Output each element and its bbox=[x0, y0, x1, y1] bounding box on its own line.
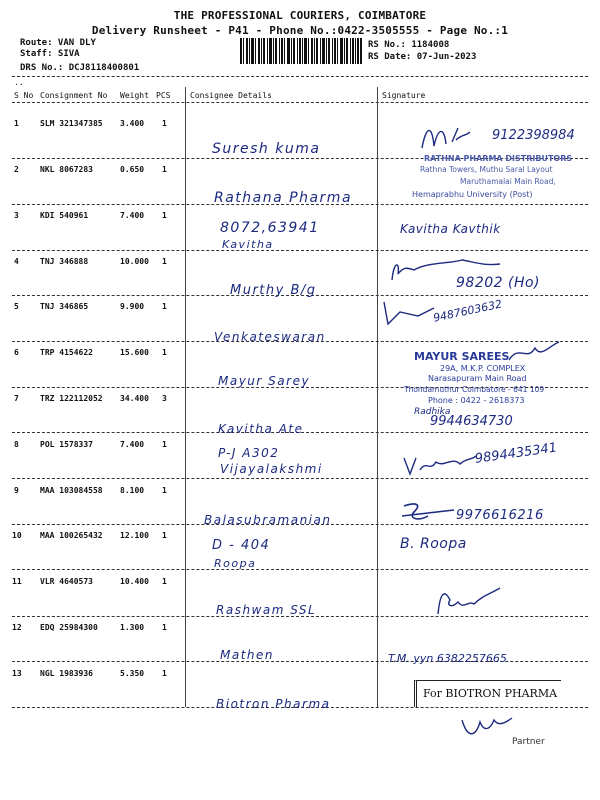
row-weight: 10.400 bbox=[120, 577, 149, 586]
row-consignee: Venkateswaran bbox=[214, 330, 326, 344]
stamp-rathna-name: RATHNA PHARMA DISTRIBUTORS bbox=[424, 154, 573, 163]
stamp-rathna-line3: Hemaprabhu University (Post) bbox=[412, 190, 533, 199]
signature-name: Kavitha Kavthik bbox=[400, 222, 501, 236]
stamp-biotron-partner: Partner bbox=[512, 737, 545, 747]
row-weight: 1.300 bbox=[120, 623, 145, 632]
row-weight: 9.900 bbox=[120, 302, 145, 311]
row-sno: 11 bbox=[12, 577, 22, 586]
row-pcs: 1 bbox=[162, 577, 167, 586]
row-pcs: 1 bbox=[162, 531, 167, 540]
row-pcs: 1 bbox=[162, 302, 167, 311]
row-weight: 5.350 bbox=[120, 669, 145, 678]
row-pcs: 3 bbox=[162, 394, 167, 403]
col-consignee: Consignee Details bbox=[190, 91, 272, 100]
row-weight: 12.100 bbox=[120, 531, 149, 540]
signature-scribble bbox=[505, 340, 563, 366]
row-pcs: 1 bbox=[162, 348, 167, 357]
row-weight: 7.400 bbox=[120, 440, 145, 449]
row-consignment: KDI 540961 bbox=[40, 211, 89, 220]
signature-phone: 9122398984 bbox=[492, 128, 575, 143]
barcode-image bbox=[240, 38, 362, 64]
row-weight: 15.600 bbox=[120, 348, 149, 357]
rs-date-field: RS Date: 07-Jun-2023 bbox=[368, 52, 477, 62]
column-divider bbox=[185, 87, 186, 707]
row-consignee: Kavitha Ate bbox=[218, 422, 304, 436]
row-consignee-line2: Vijayalakshmi bbox=[220, 462, 323, 476]
signature-scribble bbox=[378, 298, 438, 328]
row-consignee: Murthy B/g bbox=[230, 283, 317, 298]
row-consignee: 8072,63941 bbox=[220, 220, 320, 236]
stamp-biotron-box bbox=[414, 680, 561, 707]
signature-phone: 98202 (Ho) bbox=[456, 275, 541, 291]
row-sno: 1 bbox=[14, 119, 19, 128]
signature-scribble bbox=[398, 498, 458, 528]
header-divider bbox=[12, 76, 588, 77]
signature-phone: 9487603632 bbox=[432, 297, 504, 325]
col-pcs: PCS bbox=[156, 91, 171, 100]
col-consignment: Consignment No bbox=[40, 91, 108, 100]
row-divider bbox=[12, 250, 588, 251]
signature-scribble bbox=[400, 450, 478, 480]
drs-number-field: DRS No.: DCJ8118400801 bbox=[20, 63, 140, 73]
stamp-biotron-name: For BIOTRON PHARMA bbox=[423, 687, 558, 700]
row-consignee: Rathana Pharma bbox=[214, 190, 353, 206]
row-consignee: Mathen bbox=[220, 648, 275, 662]
row-consignee: Suresh kuma bbox=[212, 141, 321, 157]
signature-scribble bbox=[458, 712, 516, 742]
row-consignment: VLR 4640573 bbox=[40, 577, 93, 586]
row-pcs: 1 bbox=[162, 119, 167, 128]
signature-phone: 9976616216 bbox=[456, 508, 544, 523]
row-sno: 9 bbox=[14, 486, 19, 495]
row-consignee: Mayur Sarey bbox=[218, 374, 311, 388]
row-consignee: Rashwam SSL bbox=[216, 603, 317, 617]
signature-scribble bbox=[434, 584, 504, 618]
signature-phone: 9894435341 bbox=[474, 440, 559, 467]
signature-scribble bbox=[418, 120, 478, 154]
row-consignment: NGL 1983936 bbox=[40, 669, 93, 678]
signature-phone: 9944634730 bbox=[430, 414, 513, 429]
row-consignment: NKL 8067283 bbox=[40, 165, 93, 174]
row-consignment: EDQ 25984300 bbox=[40, 623, 98, 632]
row-consignee-line2: Roopa bbox=[214, 557, 257, 570]
row-weight: 34.400 bbox=[120, 394, 149, 403]
runsheet-subtitle: Delivery Runsheet - P41 - Phone No.:0422-3505555 - Page No.:1 bbox=[91, 24, 509, 37]
row-divider bbox=[12, 569, 588, 570]
row-consignee: Balasubramanian bbox=[204, 513, 332, 527]
stamp-mayur-line3: Thondamuthur Coimbatore - 641 109 bbox=[404, 385, 545, 394]
row-consignment: TNJ 346888 bbox=[40, 257, 89, 266]
col-signature: Signature bbox=[382, 91, 426, 100]
stamp-rathna-line1: Rathna Towers, Muthu Saral Layout bbox=[420, 165, 553, 174]
row-weight: 8.100 bbox=[120, 486, 145, 495]
column-divider bbox=[377, 87, 378, 707]
col-sno: S No bbox=[14, 91, 34, 100]
row-sno: 4 bbox=[14, 257, 19, 266]
row-weight: 3.400 bbox=[120, 119, 145, 128]
row-pcs: 1 bbox=[162, 211, 167, 220]
row-weight: 0.650 bbox=[120, 165, 145, 174]
row-pcs: 1 bbox=[162, 440, 167, 449]
header-dots: .. bbox=[14, 78, 24, 87]
signature-name: B. Roopa bbox=[400, 536, 467, 552]
staff-field: Staff: SIVA bbox=[20, 49, 80, 59]
row-sno: 8 bbox=[14, 440, 19, 449]
row-consignment: TRZ 122112052 bbox=[40, 394, 103, 403]
row-sno: 3 bbox=[14, 211, 19, 220]
rs-number-field: RS No.: 1184008 bbox=[368, 40, 450, 50]
company-title: THE PROFESSIONAL COURIERS, COIMBATORE bbox=[173, 9, 427, 22]
row-consignee: D - 404 bbox=[212, 538, 271, 553]
row-sno: 5 bbox=[14, 302, 19, 311]
row-consignment: TNJ 346865 bbox=[40, 302, 89, 311]
row-consignment: POL 1578337 bbox=[40, 440, 93, 449]
stamp-mayur-line1: 29A, M.K.P. COMPLEX bbox=[440, 364, 526, 373]
row-pcs: 1 bbox=[162, 165, 167, 174]
column-header-divider bbox=[12, 102, 588, 103]
row-consignment: MAA 103084558 bbox=[40, 486, 103, 495]
col-weight: Weight bbox=[120, 91, 149, 100]
row-consignee: Biotron Pharma bbox=[216, 697, 331, 711]
row-pcs: 1 bbox=[162, 257, 167, 266]
row-pcs: 1 bbox=[162, 486, 167, 495]
row-consignee-line2: Kavitha bbox=[222, 238, 274, 251]
stamp-mayur-line4: Phone : 0422 - 2618373 bbox=[428, 396, 525, 405]
row-weight: 7.400 bbox=[120, 211, 145, 220]
row-sno: 13 bbox=[12, 669, 22, 678]
stamp-rathna-line2: Maruthamalai Main Road, bbox=[460, 177, 556, 186]
stamp-mayur-line2: Narasapuram Main Road bbox=[428, 374, 527, 383]
row-consignment: MAA 100265432 bbox=[40, 531, 103, 540]
row-consignment: SLM 321347385 bbox=[40, 119, 103, 128]
signature-text: T.M. yyn 6382257665 bbox=[388, 652, 507, 665]
row-consignee: P-J A302 bbox=[218, 446, 280, 460]
row-pcs: 1 bbox=[162, 623, 167, 632]
row-weight: 10.000 bbox=[120, 257, 149, 266]
signature-name: Radhika bbox=[414, 407, 451, 417]
row-consignment: TRP 4154622 bbox=[40, 348, 93, 357]
row-divider bbox=[12, 478, 588, 479]
row-sno: 7 bbox=[14, 394, 19, 403]
row-sno: 10 bbox=[12, 531, 22, 540]
row-sno: 6 bbox=[14, 348, 19, 357]
row-sno: 2 bbox=[14, 165, 19, 174]
row-pcs: 1 bbox=[162, 669, 167, 678]
row-sno: 12 bbox=[12, 623, 22, 632]
route-field: Route: VAN DLY bbox=[20, 38, 96, 48]
stamp-mayur-name: MAYUR SAREES bbox=[414, 350, 510, 363]
